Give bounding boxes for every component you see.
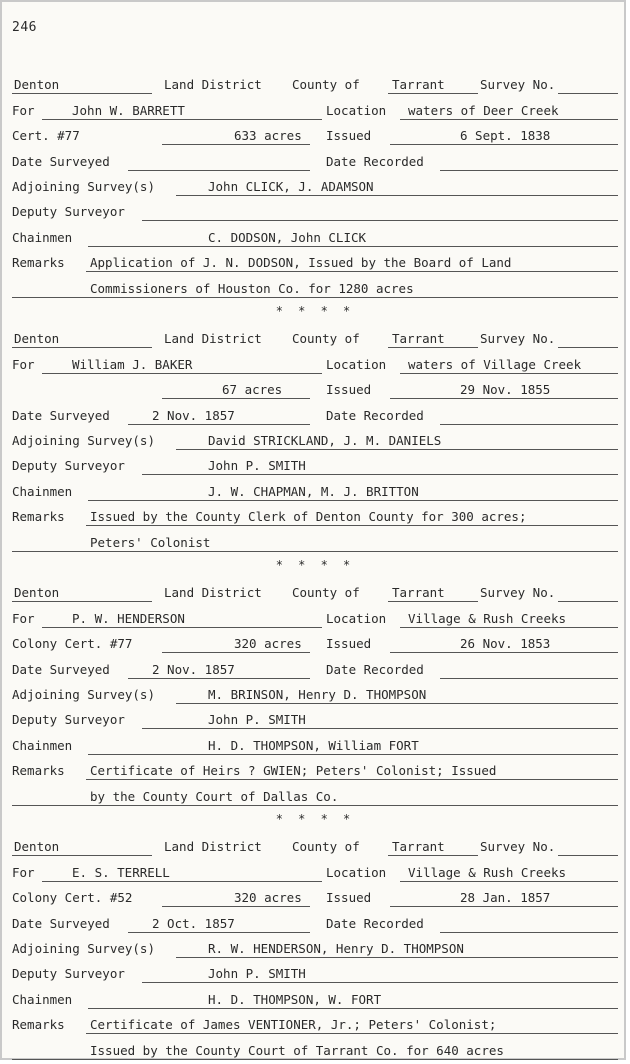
value-grantee: John W. BARRETT [72, 102, 185, 118]
field-label: Deputy Surveyor [12, 458, 125, 474]
fill-line [42, 881, 322, 882]
fill-line [128, 678, 310, 679]
field-label: Land District [164, 839, 262, 855]
dates-row [12, 402, 618, 427]
adjoining-row [12, 174, 618, 199]
fill-line [128, 170, 310, 171]
survey-record [12, 326, 618, 555]
field-label: Chainmen [12, 483, 73, 499]
field-label: County of [292, 839, 360, 855]
value-remarks-2: Commissioners of Houston Co. for 1280 acres [90, 280, 414, 296]
fill-line [388, 93, 478, 94]
fill-line [162, 398, 310, 399]
field-label: Location [326, 356, 387, 372]
value-grantee: P. W. HENDERSON [72, 610, 185, 626]
value-date-surveyed: 2 Nov. 1857 [152, 661, 235, 677]
fill-line [390, 906, 618, 907]
dates-row [12, 656, 618, 681]
field-label: Chainmen [12, 991, 73, 1007]
value-grantee: William J. BAKER [72, 356, 193, 372]
fill-line [142, 220, 618, 221]
value-remarks-1: Application of J. N. DODSON, Issued by the Board of Land [90, 255, 512, 271]
field-label: Date Surveyed [12, 153, 110, 169]
fill-line [176, 195, 618, 196]
separator-stars: * * * * [275, 812, 355, 826]
for-row [12, 605, 618, 630]
value-acres: 320 acres [234, 890, 302, 906]
field-label: For [12, 356, 35, 372]
value-county: Tarrant [392, 839, 445, 855]
field-label: Deputy Surveyor [12, 966, 125, 982]
field-label: For [12, 864, 35, 880]
field-label: Chainmen [12, 229, 73, 245]
value-cert: Colony Cert. #52 [12, 890, 133, 906]
value-remarks-1: Certificate of Heirs ? GWIEN; Peters' Colonist; Issued [90, 763, 497, 779]
value-district: Denton [14, 77, 60, 93]
fill-line [388, 347, 478, 348]
value-location: Village & Rush Creeks [408, 864, 567, 880]
field-label: Location [326, 102, 387, 118]
value-cert: Cert. #77 [12, 128, 80, 144]
chainmen-row [12, 732, 618, 757]
fill-line [86, 1033, 618, 1034]
fill-line [400, 119, 618, 120]
value-date-surveyed: 2 Oct. 1857 [152, 915, 235, 931]
value-acres: 633 acres [234, 128, 302, 144]
fill-line [42, 119, 322, 120]
field-label: Issued [326, 128, 372, 144]
fill-line [88, 754, 618, 755]
deputy-row [12, 707, 618, 732]
fill-line [162, 906, 310, 907]
fill-line [558, 347, 618, 348]
field-label: Issued [326, 636, 372, 652]
value-issued: 6 Sept. 1838 [460, 128, 551, 144]
value-county: Tarrant [392, 585, 445, 601]
cert-row [12, 885, 618, 910]
value-remarks-1: Issued by the County Clerk of Denton County for 300 acres; [90, 509, 527, 525]
field-label: Date Surveyed [12, 915, 110, 931]
deputy-row [12, 453, 618, 478]
fill-line [12, 93, 152, 94]
fill-line [390, 398, 618, 399]
field-label: County of [292, 331, 360, 347]
fill-line [88, 500, 618, 501]
field-label: Deputy Surveyor [12, 204, 125, 220]
fill-line [12, 601, 152, 602]
deputy-row [12, 199, 618, 224]
fill-line [12, 805, 618, 806]
value-acres: 67 acres [222, 382, 283, 398]
fill-line [42, 627, 322, 628]
field-label: County of [292, 77, 360, 93]
district-row [12, 72, 618, 97]
field-label: Remarks [12, 509, 65, 525]
chainmen-row [12, 224, 618, 249]
fill-line [400, 881, 618, 882]
value-county: Tarrant [392, 331, 445, 347]
cert-row [12, 123, 618, 148]
fill-line [128, 932, 310, 933]
value-deputy-surveyor: John P. SMITH [208, 966, 306, 982]
value-deputy-surveyor: John P. SMITH [208, 712, 306, 728]
field-label: Remarks [12, 255, 65, 271]
cert-row [12, 377, 618, 402]
fill-line [88, 246, 618, 247]
value-district: Denton [14, 331, 60, 347]
field-label: Date Surveyed [12, 661, 110, 677]
dates-row [12, 148, 618, 173]
remarks-row-2 [12, 275, 618, 300]
page-number: 246 [12, 20, 37, 35]
fill-line [440, 678, 618, 679]
field-label: County of [292, 585, 360, 601]
value-location: waters of Village Creek [408, 356, 582, 372]
field-label: Issued [326, 382, 372, 398]
remarks-row [12, 758, 618, 783]
field-label: Date Recorded [326, 661, 424, 677]
value-deputy-surveyor: John P. SMITH [208, 458, 306, 474]
fill-line [162, 144, 310, 145]
district-row [12, 580, 618, 605]
fill-line [12, 347, 152, 348]
value-adjoining: David STRICKLAND, J. M. DANIELS [208, 432, 442, 448]
field-label: Land District [164, 585, 262, 601]
fill-line [558, 93, 618, 94]
fill-line [400, 373, 618, 374]
cert-row [12, 631, 618, 656]
survey-record [12, 580, 618, 809]
value-issued: 29 Nov. 1855 [460, 382, 551, 398]
field-label: Date Recorded [326, 153, 424, 169]
fill-line [12, 297, 618, 298]
fill-line [176, 957, 618, 958]
fill-line [142, 474, 618, 475]
remarks-row-2 [12, 529, 618, 554]
fill-line [388, 855, 478, 856]
value-remarks-2: Peters' Colonist [90, 534, 211, 550]
value-issued: 28 Jan. 1857 [460, 890, 551, 906]
chainmen-row [12, 478, 618, 503]
field-label: Survey No. [480, 839, 556, 855]
fill-line [12, 551, 618, 552]
fill-line [88, 1008, 618, 1009]
field-label: Date Surveyed [12, 407, 110, 423]
district-row [12, 326, 618, 351]
for-row [12, 859, 618, 884]
fill-line [12, 1059, 618, 1060]
field-label: Location [326, 864, 387, 880]
value-chainmen: J. W. CHAPMAN, M. J. BRITTON [208, 483, 419, 499]
adjoining-row [12, 682, 618, 707]
fill-line [142, 728, 618, 729]
fill-line [558, 601, 618, 602]
value-remarks-1: Certificate of James VENTIONER, Jr.; Peters' Colonist; [90, 1017, 497, 1033]
adjoining-row [12, 936, 618, 961]
separator-stars: * * * * [275, 558, 355, 572]
fill-line [128, 424, 310, 425]
dates-row [12, 910, 618, 935]
value-remarks-2: Issued by the County Court of Tarrant Co. for 640 acres [90, 1042, 504, 1058]
value-date-surveyed: 2 Nov. 1857 [152, 407, 235, 423]
chainmen-row [12, 986, 618, 1011]
field-label: Location [326, 610, 387, 626]
survey-record [12, 72, 618, 301]
field-label: Land District [164, 77, 262, 93]
remarks-row [12, 504, 618, 529]
value-chainmen: H. D. THOMPSON, W. FORT [208, 991, 382, 1007]
value-location: Village & Rush Creeks [408, 610, 567, 626]
field-label: Chainmen [12, 737, 73, 753]
field-label: Adjoining Survey(s) [12, 686, 155, 702]
fill-line [400, 627, 618, 628]
fill-line [390, 144, 618, 145]
value-adjoining: John CLICK, J. ADAMSON [208, 178, 374, 194]
value-adjoining: M. BRINSON, Henry D. THOMPSON [208, 686, 427, 702]
remarks-row-2 [12, 1037, 618, 1062]
value-location: waters of Deer Creek [408, 102, 559, 118]
value-remarks-2: by the County Court of Dallas Co. [90, 788, 339, 804]
deputy-row [12, 961, 618, 986]
field-label: Survey No. [480, 585, 556, 601]
field-label: Survey No. [480, 77, 556, 93]
fill-line [390, 652, 618, 653]
fill-line [86, 525, 618, 526]
fill-line [12, 855, 152, 856]
value-district: Denton [14, 585, 60, 601]
value-chainmen: H. D. THOMPSON, William FORT [208, 737, 419, 753]
fill-line [440, 424, 618, 425]
fill-line [86, 779, 618, 780]
for-row [12, 97, 618, 122]
value-adjoining: R. W. HENDERSON, Henry D. THOMPSON [208, 940, 464, 956]
field-label: Adjoining Survey(s) [12, 432, 155, 448]
field-label: Date Recorded [326, 915, 424, 931]
field-label: For [12, 102, 35, 118]
value-issued: 26 Nov. 1853 [460, 636, 551, 652]
field-label: Survey No. [480, 331, 556, 347]
fill-line [388, 601, 478, 602]
field-label: Remarks [12, 1017, 65, 1033]
fill-line [142, 982, 618, 983]
value-district: Denton [14, 839, 60, 855]
field-label: Date Recorded [326, 407, 424, 423]
value-chainmen: C. DODSON, John CLICK [208, 229, 367, 245]
remarks-row [12, 1012, 618, 1037]
for-row [12, 351, 618, 376]
district-row [12, 834, 618, 859]
value-grantee: E. S. TERRELL [72, 864, 170, 880]
field-label: Remarks [12, 763, 65, 779]
value-acres: 320 acres [234, 636, 302, 652]
fill-line [176, 703, 618, 704]
survey-record [12, 834, 618, 1063]
fill-line [440, 170, 618, 171]
separator-stars: * * * * [275, 304, 355, 318]
field-label: Deputy Surveyor [12, 712, 125, 728]
fill-line [440, 932, 618, 933]
fill-line [162, 652, 310, 653]
value-county: Tarrant [392, 77, 445, 93]
fill-line [176, 449, 618, 450]
fill-line [558, 855, 618, 856]
fill-line [42, 373, 322, 374]
remarks-row-2 [12, 783, 618, 808]
field-label: Adjoining Survey(s) [12, 940, 155, 956]
value-cert: Colony Cert. #77 [12, 636, 133, 652]
adjoining-row [12, 428, 618, 453]
field-label: Adjoining Survey(s) [12, 178, 155, 194]
field-label: For [12, 610, 35, 626]
remarks-row [12, 250, 618, 275]
field-label: Land District [164, 331, 262, 347]
fill-line [86, 271, 618, 272]
field-label: Issued [326, 890, 372, 906]
